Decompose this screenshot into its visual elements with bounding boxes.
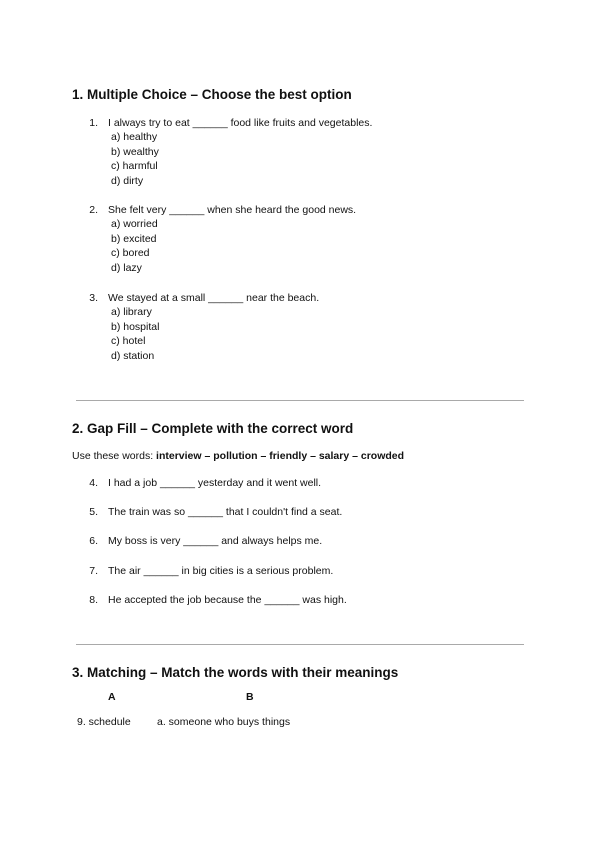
section1-heading: 1. Multiple Choice – Choose the best option [72,87,352,102]
option: d) lazy [111,262,142,274]
option: c) hotel [111,335,146,347]
column-a-header: A [108,691,116,703]
question-number: 3. [89,292,98,304]
item-number: 8. [89,594,98,606]
option: d) dirty [111,175,144,187]
question-text: We stayed at a small ______ near the beach. [108,292,320,304]
section3-heading: 3. Matching – Match the words with their meanings [72,665,399,680]
option: c) harmful [111,160,158,172]
option: b) excited [111,233,157,245]
column-b-header: B [246,691,254,703]
item-number: 5. [89,506,98,518]
option: b) wealthy [111,146,159,158]
item-number: 7. [89,565,98,577]
section-divider [76,400,524,401]
item-number: 6. [89,535,98,547]
match-meaning: a. someone who buys things [157,716,291,728]
option: b) hospital [111,321,160,333]
question-text: She felt very ______ when she heard the good news. [108,204,357,216]
option: c) bored [111,247,150,259]
option: a) library [111,306,152,318]
word-bank: interview – pollution – friendly – salary – crowded [156,450,405,462]
gap-sentence: He accepted the job because the ______ was high. [108,594,347,606]
question-number: 2. [89,204,98,216]
word-bank-instruction [72,450,404,462]
question-text: I always try to eat ______ food like fruits and vegetables. [108,117,373,129]
instruction-prefix: Use these words: [72,450,157,462]
match-word: 9. schedule [77,716,131,728]
option: a) worried [111,218,158,230]
section-divider [76,644,524,645]
section2-heading: 2. Gap Fill – Complete with the correct word [72,421,354,436]
gap-sentence: My boss is very ______ and always helps me. [108,535,323,547]
gap-sentence: The air ______ in big cities is a serious problem. [108,565,334,577]
option: a) healthy [111,131,158,143]
option: d) station [111,350,155,362]
gap-sentence: I had a job ______ yesterday and it went well. [108,477,322,489]
gap-sentence: The train was so ______ that I couldn't find a seat. [108,506,343,518]
item-number: 4. [89,477,98,489]
question-number: 1. [89,117,98,129]
